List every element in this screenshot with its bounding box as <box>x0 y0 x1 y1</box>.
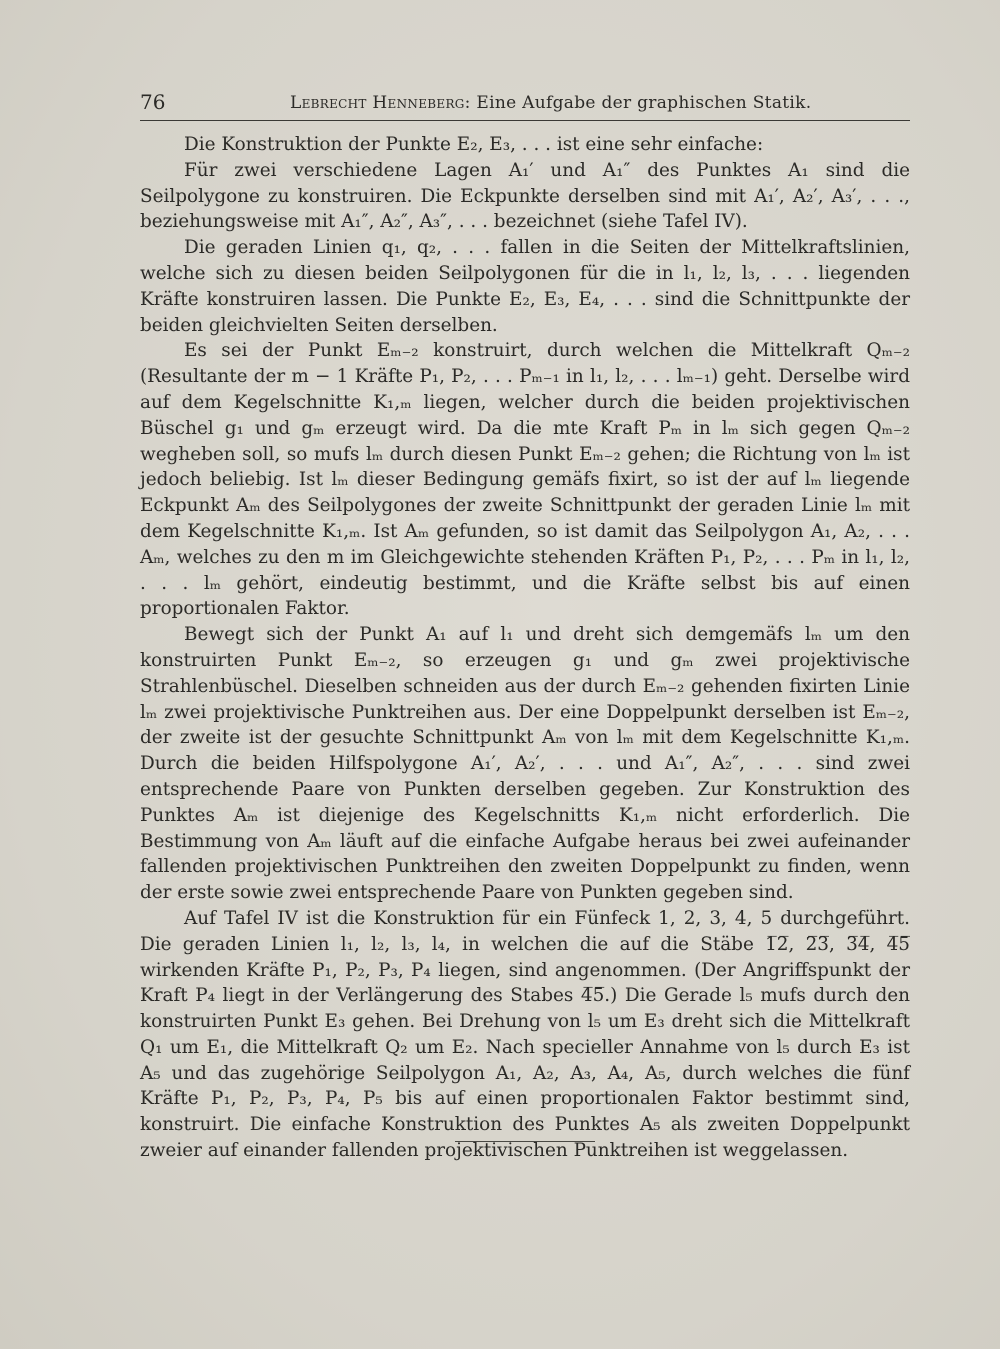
page-number: 76 <box>140 90 166 114</box>
paragraph-4: Es sei der Punkt Eₘ₋₂ konstruirt, durch welchen die Mittelkraft Qₘ₋₂ (Resultante der m − 1 Kräfte P₁, P₂, . . . Pₘ₋₁ in l₁, l₂, . . . lₘ₋₁) geht. Derselbe wird auf dem Kegelschnitte K₁,ₘ liegen, welcher durch die beiden projektivischen Büschel g₁ und gₘ erzeugt wird. Da die mte Kraft Pₘ in lₘ sich gegen Qₘ₋₂ wegheben soll, so mufs lₘ durch diesen Punkt Eₘ₋₂ gehen; die Richtung von lₘ ist jedoch beliebig. Ist lₘ dieser Bedingung gemäfs fixirt, so ist der auf lₘ liegende Eckpunkt Aₘ des Seilpolygones der zweite Schnittpunkt der geraden Linie lₘ mit dem Kegelschnitte K₁,ₘ. Ist Aₘ gefunden, so ist damit das Seilpolygon A₁, A₂, . . . Aₘ, welches zu den m im Gleichgewichte stehenden Kräften P₁, P₂, . . . Pₘ in l₁, l₂, . . . lₘ gehört, eindeutig bestimmt, und die Kräfte selbst bis auf einen proportionalen Faktor. <box>140 340 910 620</box>
paragraph-2: Für zwei verschiedene Lagen A₁′ und A₁″ des Punktes A₁ sind die Seilpolygone zu konstruiren. Die Eckpunkte derselben sind mit A₁′, A₂′, A₃′, . . ., beziehungsweise mit A₁″, A₂″, A₃″, . . . bezeichnet (siehe Tafel IV). <box>140 159 910 233</box>
running-header <box>140 90 910 120</box>
header-rule <box>140 120 910 121</box>
paragraph-6: Auf Tafel IV ist die Konstruktion für ein Fünfeck 1, 2, 3, 4, 5 durchgeführt. Die geraden Linien l₁, l₂, l₃, l₄, in welchen die auf die Stäbe 1̅2̅, 2̅3̅, 3̅4̅, 4̅5̅ wirkenden Kräfte P₁, P₂, P₃, P₄ liegen, sind angenommen. (Der Angriffspunkt der Kraft P₄ liegt in der Verlängerung des Stabes 4̅5̅.) Die Gerade l₅ mufs durch den konstruirten Punkt E₃ gehen. Bei Drehung von l₅ um E₃ dreht sich die Mittelkraft Q₁ um E₁, die Mittelkraft Q₂ um E₂. Nach specieller Annahme von l₅ durch E₃ ist A₅ und das zugehörige Seilpolygon A₁, A₂, A₃, A₄, A₅, durch welches die fünf Kräfte P₁, P₂, P₃, P₄, P₅ bis auf einen proportionalen Faktor bestimmt sind, konstruirt. Die einfache Konstruktion des Punktes A₅ als zweiten Doppelpunkt zweier auf einander fallenden projektivischen Punktreihen ist weggelassen. <box>140 907 910 1162</box>
running-head <box>290 93 811 113</box>
paragraph-5: Bewegt sich der Punkt A₁ auf l₁ und dreht sich demgemäfs lₘ um den konstruirten Punkt Eₘ₋₂, so erzeugen g₁ und gₘ zwei projektivische Strahlenbüschel. Dieselben schneiden aus der durch Eₘ₋₂ gehenden fixirten Linie lₘ zwei projektivische Punktreihen aus. Der eine Doppelpunkt derselben ist Eₘ₋₂, der zweite ist der gesuchte Schnittpunkt Aₘ von lₘ mit dem Kegelschnitte K₁,ₘ. Durch die beiden Hilfspolygone A₁′, A₂′, . . . und A₁″, A₂″, . . . sind zwei entsprechende Paare von Punkten derselben gegeben. Zur Konstruktion des Punktes Aₘ ist diejenige des Kegelschnitts K₁,ₘ nicht erforderlich. Die Bestimmung von Aₘ läuft auf die einfache Aufgabe heraus bei zwei aufeinander fallenden projektivischen Punktreihen den zweiten Doppelpunkt zu finden, wenn der erste sowie zwei entsprechende Paare von Punkten gegeben sind. <box>140 624 910 904</box>
running-title: : Eine Aufgabe der graphischen Statik. <box>464 93 812 113</box>
author-name: Lebrecht Henneberg <box>290 93 465 113</box>
paragraph-3: Die geraden Linien q₁, q₂, . . . fallen in die Seiten der Mittelkraftslinien, welche sich zu diesen beiden Seilpolygonen für die in l₁, l₂, l₃, . . . liegenden Kräfte konstruiren lassen. Die Punkte E₂, E₃, E₄, . . . sind die Schnittpunkte der beiden gleichvielten Seiten derselben. <box>140 237 910 336</box>
body-text <box>140 132 910 1164</box>
end-rule <box>455 1141 595 1142</box>
paragraph-1: Die Konstruktion der Punkte E₂, E₃, . . . ist eine sehr einfache: <box>184 134 764 155</box>
